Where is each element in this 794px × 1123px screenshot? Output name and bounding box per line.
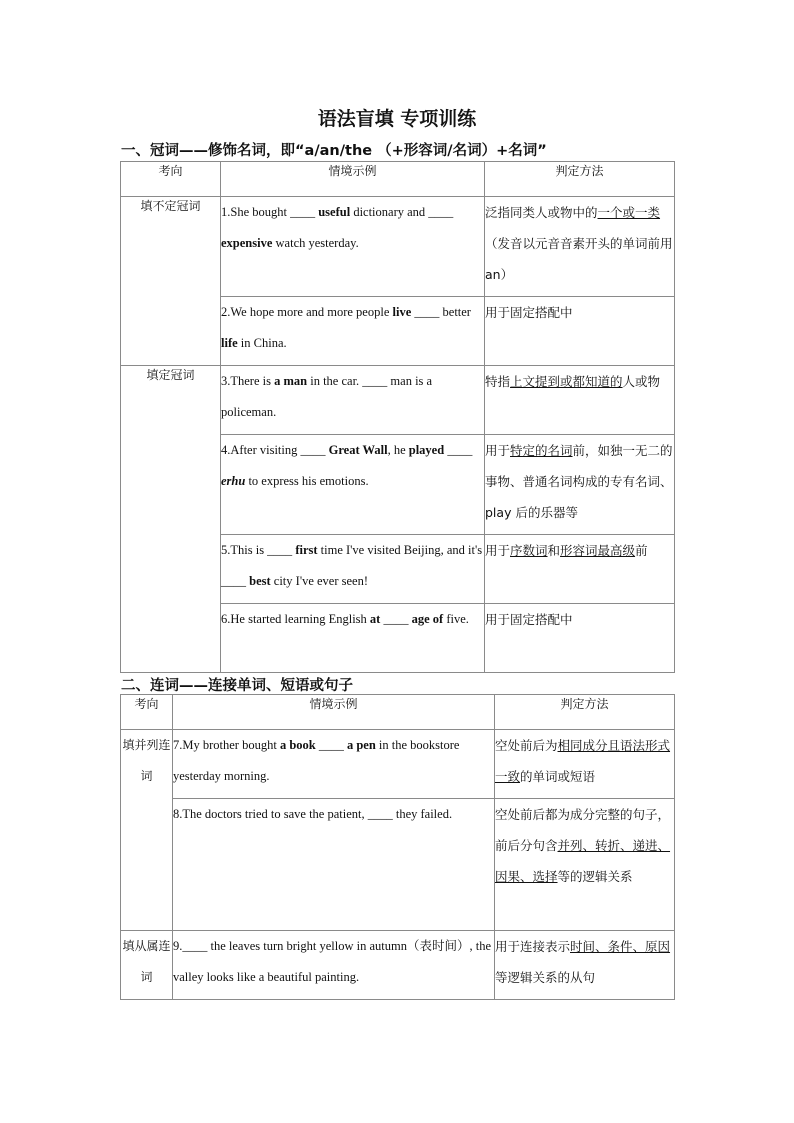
header-method: 判定方法 bbox=[495, 695, 675, 730]
table-row bbox=[121, 799, 675, 931]
conjunctions-table bbox=[120, 694, 675, 1000]
example-text: 1.She bought ____ bbox=[221, 205, 319, 219]
keyword: age of bbox=[411, 612, 444, 626]
table-header-row bbox=[121, 695, 675, 730]
keyword: erhu bbox=[221, 474, 246, 488]
keyword: Great Wall bbox=[328, 443, 388, 457]
method-text: 和 bbox=[547, 543, 561, 558]
page-title: 语法盲填 专项训练 bbox=[317, 108, 477, 130]
keyword: useful bbox=[318, 205, 351, 219]
method-cell bbox=[495, 931, 675, 1000]
table-row bbox=[121, 366, 675, 435]
category-indefinite-article: 填不定冠词 bbox=[121, 197, 221, 366]
method-key: 并列、转折、递进、因果、选择 bbox=[495, 838, 671, 884]
table-header-row bbox=[121, 162, 675, 197]
example-text: city I've ever seen! bbox=[270, 574, 368, 588]
example-text: time I've visited Beijing, and it's ____ bbox=[221, 543, 483, 588]
method-text: 用于固定搭配中 bbox=[485, 612, 573, 627]
method-key: 序数词 bbox=[510, 543, 548, 558]
method-text: 用于 bbox=[485, 543, 511, 558]
section-heading-conjunctions: 二、连词——连接单词、短语或句子 bbox=[121, 678, 353, 694]
keyword: a man bbox=[274, 374, 308, 388]
example-text: dictionary and ____ bbox=[350, 205, 454, 219]
example-cell bbox=[221, 535, 485, 604]
method-text: 前 bbox=[635, 543, 648, 558]
method-text: 等逻辑关系的从句 bbox=[495, 970, 596, 985]
example-text: 2.We hope more and more people bbox=[221, 305, 393, 319]
method-key: 相同成分且语法形式一致 bbox=[495, 738, 671, 784]
method-text: 用于连接表示 bbox=[495, 939, 571, 954]
keyword: a book bbox=[279, 738, 316, 752]
example-cell bbox=[173, 931, 495, 1000]
method-text: 特指 bbox=[485, 374, 511, 389]
keyword: a pen bbox=[346, 738, 376, 752]
keyword: live bbox=[392, 305, 412, 319]
method-text: 人或物 bbox=[622, 374, 661, 389]
method-text: 用于 bbox=[485, 443, 511, 458]
example-text: 4.After visiting ____ bbox=[221, 443, 329, 457]
method-cell bbox=[495, 730, 675, 799]
method-key: 时间、条件、原因 bbox=[570, 939, 671, 954]
example-text: 5.This is ____ bbox=[221, 543, 296, 557]
example-cell bbox=[173, 799, 495, 931]
example-text: in China. bbox=[237, 336, 287, 350]
header-topic: 考向 bbox=[121, 162, 221, 197]
example-text: 7.My brother bought bbox=[173, 738, 280, 752]
method-cell bbox=[485, 604, 675, 673]
example-cell bbox=[221, 366, 485, 435]
example-text: 6.He started learning English bbox=[221, 612, 370, 626]
section-heading-articles: 一、冠词——修饰名词，即“a/an/the （+形容词/名词）+名词” bbox=[121, 143, 547, 159]
example-text: 3.There is bbox=[221, 374, 275, 388]
method-key: 上文提到或都知道的 bbox=[510, 374, 623, 389]
header-example: 情境示例 bbox=[173, 695, 495, 730]
method-key: 特定的名词 bbox=[510, 443, 573, 458]
method-text: 的单词或短语 bbox=[520, 769, 596, 784]
example-text: ____ better bbox=[411, 305, 471, 319]
table-row bbox=[121, 197, 675, 297]
table-row bbox=[121, 730, 675, 799]
keyword: best bbox=[249, 574, 271, 588]
keyword: life bbox=[221, 336, 238, 350]
example-text: 9.____ the leaves turn bright yellow in autumn（表时间）, the valley looks like a beautiful painting. bbox=[173, 939, 492, 984]
table-row bbox=[121, 931, 675, 1000]
keyword: first bbox=[295, 543, 318, 557]
header-method: 判定方法 bbox=[485, 162, 675, 197]
example-cell bbox=[221, 197, 485, 297]
example-text: ____ bbox=[444, 443, 473, 457]
method-text: 空处前后为 bbox=[495, 738, 558, 753]
example-text: ____ bbox=[380, 612, 412, 626]
keyword: at bbox=[369, 612, 381, 626]
method-key: 形容词最高级 bbox=[560, 543, 636, 558]
method-text: 空处前后都为成分完整的句子，前后分句含 bbox=[495, 807, 671, 853]
method-text: 等的逻辑关系 bbox=[557, 869, 633, 884]
method-text: 前，如独一无二的事物、普通名词构成的专有名词、play 后的乐器等 bbox=[485, 443, 673, 520]
category-subordinating-conjunction: 填从属连词 bbox=[121, 931, 173, 1000]
category-definite-article: 填定冠词 bbox=[121, 366, 221, 673]
method-text: 泛指同类人或物中的 bbox=[485, 205, 598, 220]
method-cell bbox=[485, 197, 675, 297]
example-cell bbox=[221, 297, 485, 366]
example-text: to express his emotions. bbox=[245, 474, 369, 488]
example-text: five. bbox=[443, 612, 469, 626]
example-text: 8.The doctors tried to save the patient, ____ they failed. bbox=[173, 807, 453, 821]
example-cell bbox=[221, 435, 485, 535]
example-text: in the bookstore yesterday morning. bbox=[173, 738, 460, 783]
example-text: ____ bbox=[315, 738, 347, 752]
method-cell bbox=[495, 799, 675, 931]
keyword: expensive bbox=[221, 236, 273, 250]
method-cell bbox=[485, 435, 675, 535]
articles-table bbox=[120, 161, 675, 673]
header-topic: 考向 bbox=[121, 695, 173, 730]
example-text: watch yesterday. bbox=[272, 236, 359, 250]
method-cell bbox=[485, 297, 675, 366]
method-cell bbox=[485, 366, 675, 435]
method-text: （发音以元音音素开头的单词前用an） bbox=[485, 236, 673, 282]
method-cell bbox=[485, 535, 675, 604]
header-example: 情境示例 bbox=[221, 162, 485, 197]
method-key: 一个或一类 bbox=[597, 205, 661, 220]
method-text: 用于固定搭配中 bbox=[485, 305, 573, 320]
example-cell bbox=[173, 730, 495, 799]
example-cell bbox=[221, 604, 485, 673]
keyword: played bbox=[408, 443, 445, 457]
example-text: in the car. ____ man is a policeman. bbox=[221, 374, 433, 419]
example-text: , he bbox=[387, 443, 409, 457]
category-coordinating-conjunction: 填并列连词 bbox=[121, 730, 173, 931]
